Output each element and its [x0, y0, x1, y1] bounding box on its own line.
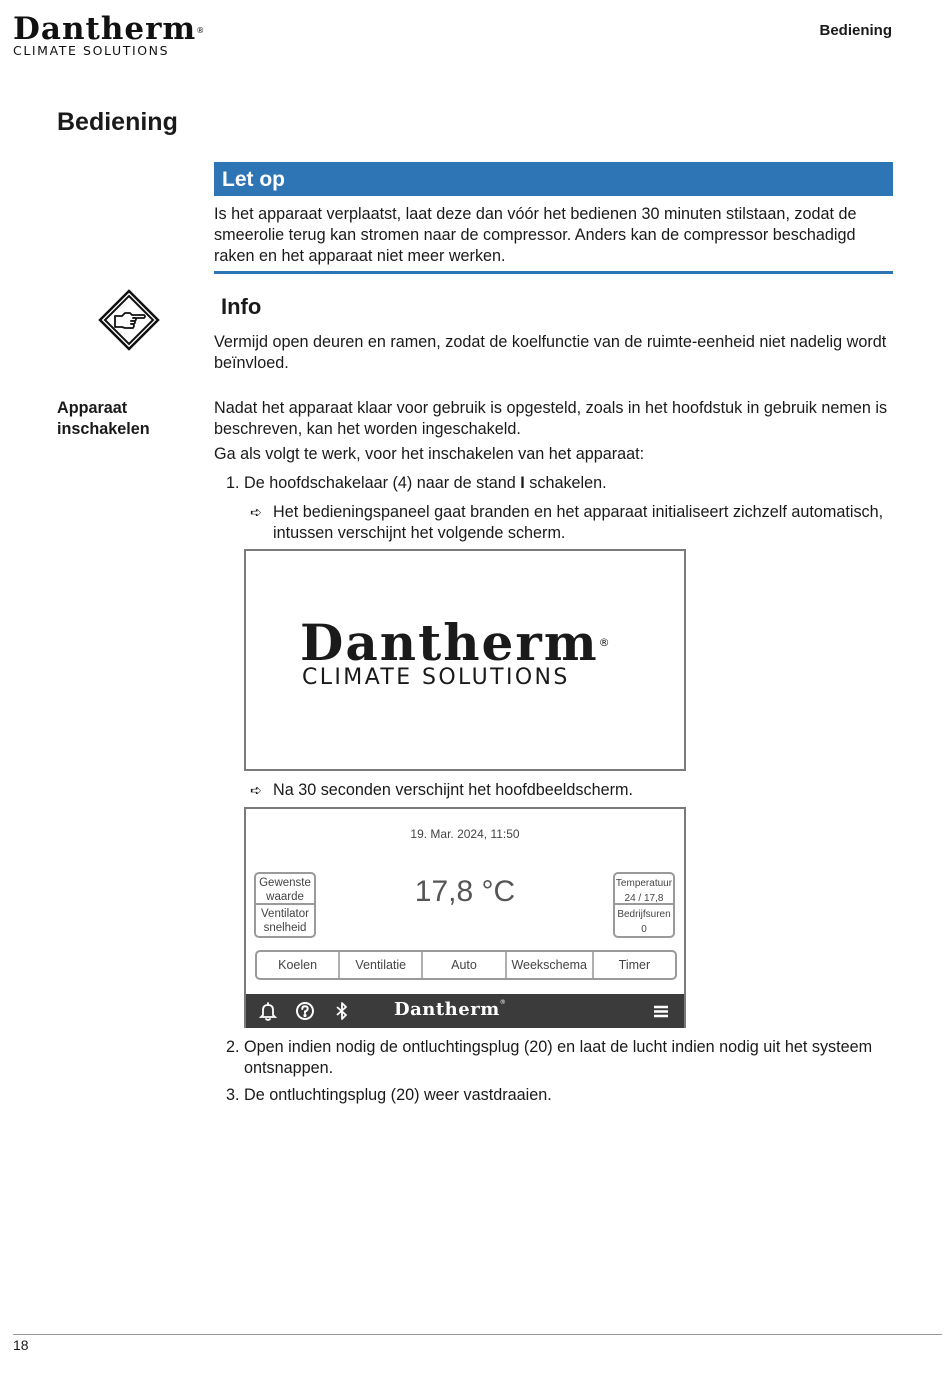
display-bar-logo [394, 999, 506, 1020]
registered-mark: ® [499, 999, 507, 1006]
pointing-hand-icon [98, 289, 160, 351]
side-heading-line2: inschakelen [57, 420, 150, 438]
step-bold: I [520, 474, 525, 492]
setpoint-button[interactable] [256, 874, 314, 905]
tab-timer[interactable]: Timer [618, 958, 651, 972]
logo-wordmark [13, 11, 223, 47]
step-text: Open indien nodig de ontluchtingsplug (20) en laat de lucht indien nodig uit het systeem ontsnappen. [244, 1038, 873, 1077]
display-date: 19. Mar. 2024, 11:50 [410, 827, 520, 841]
left-settings-box [254, 872, 316, 938]
paragraph-intro: Nadat het apparaat klaar voor gebruik is opgesteld, zoals in het hoofdstuk in gebruik nemen is beschreven, kan het worden ingeschakeld. [214, 399, 888, 438]
temperature-status-value: 24 / 17,8 [624, 893, 664, 904]
page-title: Bediening [57, 108, 178, 136]
mode-tabs [255, 950, 677, 980]
temperature-status-label: Temperatuur [615, 878, 673, 889]
footer-divider [13, 1334, 942, 1335]
step-text: De ontluchtingsplug (20) weer vastdraaien. [244, 1086, 552, 1104]
tab-ventilatie[interactable]: Ventilatie [340, 952, 423, 978]
fan-speed-label-1: Ventilator [261, 908, 309, 920]
note-heading-bar: Let op [214, 162, 893, 196]
display-temperature: 17,8 °C [414, 875, 516, 908]
step-text: De hoofdschakelaar (4) naar de stand [244, 474, 521, 492]
result-arrow-icon: ➪ [250, 782, 262, 798]
step-number: 1. [226, 474, 240, 492]
result-1 [250, 502, 894, 544]
registered-mark: ® [598, 636, 612, 649]
tab-weekschema[interactable]: Weekschema [507, 952, 594, 978]
splash-logo-wordmark [300, 613, 640, 672]
splash-screen [244, 549, 686, 771]
setpoint-label-1: Gewenste [259, 877, 311, 889]
help-icon[interactable] [295, 1001, 315, 1021]
splash-logo-subtitle: CLIMATE SOLUTIONS [302, 665, 570, 690]
temperature-status[interactable] [615, 874, 673, 905]
logo-subtitle: CLIMATE SOLUTIONS [13, 43, 170, 58]
registered-mark: ® [196, 26, 206, 35]
right-status-box [613, 872, 675, 938]
step-1 [226, 473, 894, 494]
bell-icon[interactable] [258, 1001, 278, 1021]
splash-logo-text: Dantherm [300, 613, 599, 672]
step-text-end: schakelen. [524, 474, 607, 492]
step-number: 3. [226, 1086, 240, 1104]
side-heading-line1: Apparaat [57, 399, 128, 417]
display-bottom-bar [246, 994, 684, 1028]
side-heading [57, 398, 197, 440]
info-text: Vermijd open deuren en ramen, zodat de koelfunctie van de ruimte-eenheid niet nadelig wordt beïnvloed. [214, 333, 887, 372]
tab-koelen[interactable]: Koelen [257, 952, 340, 978]
operating-hours-status[interactable] [615, 905, 673, 936]
menu-icon[interactable] [651, 1001, 671, 1021]
page-number: 18 [13, 1337, 29, 1353]
fan-speed-button[interactable] [256, 905, 314, 936]
setpoint-label-2: waarde [266, 891, 304, 903]
tab-auto[interactable]: Auto [423, 952, 506, 978]
step-3 [226, 1085, 894, 1106]
main-display-screen [244, 807, 686, 1028]
step-number: 2. [226, 1038, 240, 1056]
logo-wordmark-text: Dantherm [13, 11, 197, 47]
result-text: Na 30 seconden verschijnt het hoofdbeeldscherm. [273, 781, 633, 799]
fan-speed-label-2: snelheid [263, 922, 307, 934]
result-text: Het bedieningspaneel gaat branden en het apparaat initialiseert zichzelf automatisch, intussen verschijnt het volgende scherm. [273, 503, 884, 542]
header-logo [13, 11, 223, 58]
operating-hours-label: Bedrijfsuren [617, 909, 671, 920]
splash-logo [300, 613, 640, 690]
result-arrow-icon: ➪ [250, 504, 262, 520]
info-heading: Info [221, 294, 262, 319]
display-bar-logo-text: Dantherm [394, 999, 500, 1020]
paragraph-steps-intro: Ga als volgt te werk, voor het inschakelen van het apparaat: [214, 445, 645, 463]
note-divider [214, 271, 893, 274]
bluetooth-icon[interactable] [332, 1001, 352, 1021]
operating-hours-value: 0 [641, 924, 647, 935]
header-section-label: Bediening [819, 22, 892, 39]
result-2 [250, 780, 894, 801]
note-text: Is het apparaat verplaatst, laat deze dan vóór het bedienen 30 minuten stilstaan, zodat de smeerolie terug kan stromen naar de compressor. Anders kan de compressor beschadigd raken en het apparaat niet meer werken. [214, 205, 857, 265]
